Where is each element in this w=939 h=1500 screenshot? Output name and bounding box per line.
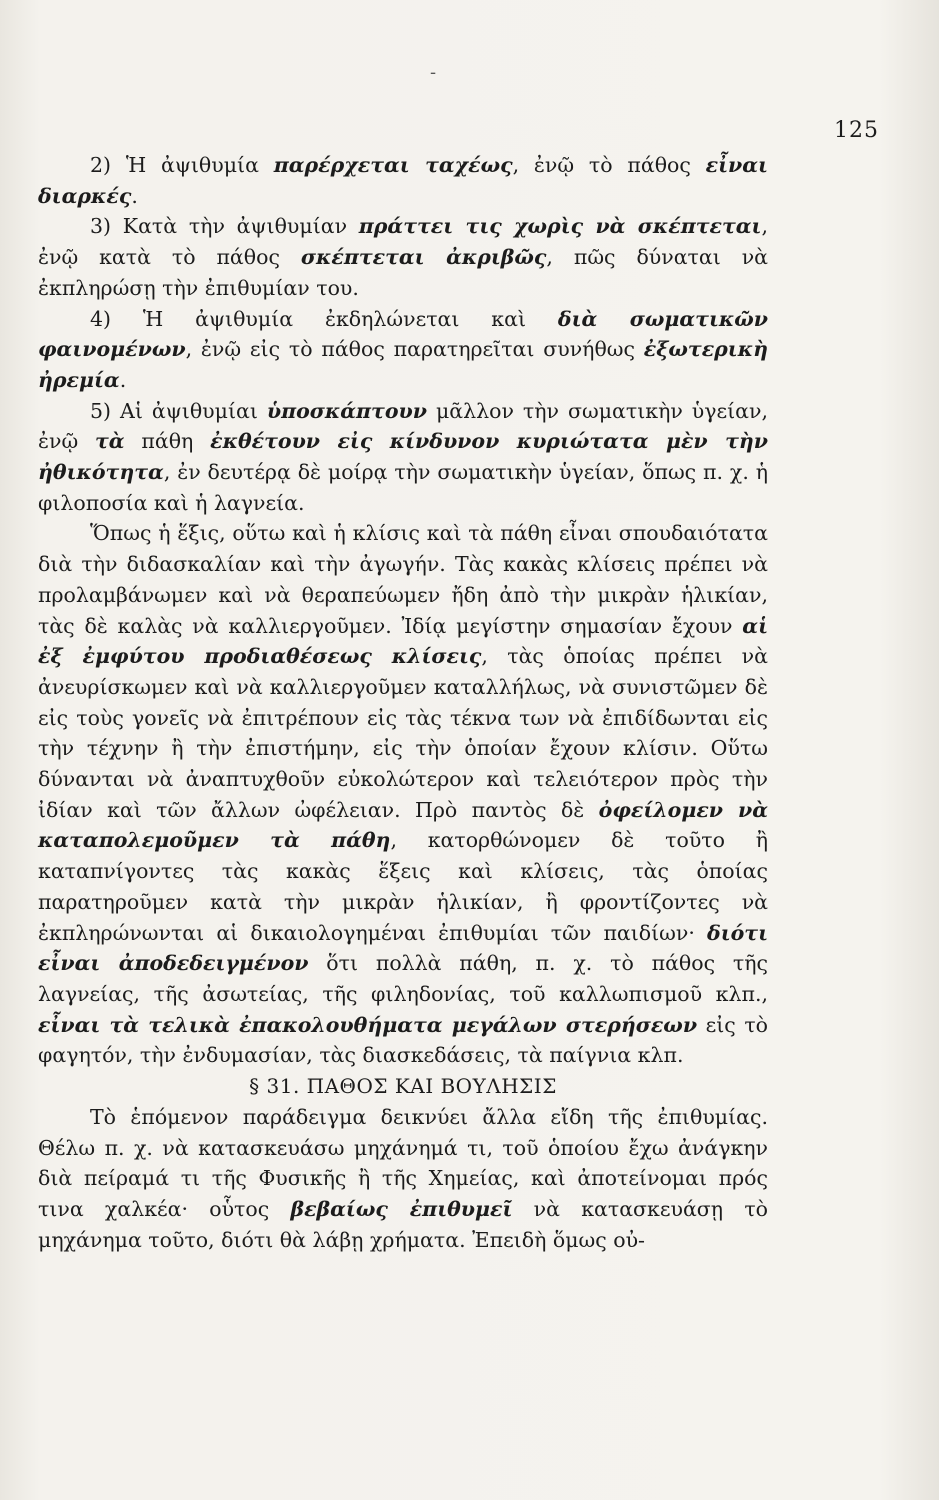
section-heading: § 31. ΠΑΘΟΣ ΚΑΙ ΒΟΥΛΗΣΙΣ (249, 1074, 557, 1099)
paragraph-point-3 (38, 211, 768, 303)
emphasized-text: παρέρχεται ταχέως (273, 153, 513, 177)
body-text (38, 150, 768, 1255)
paragraph-point-5 (38, 396, 768, 519)
text-run: . (119, 367, 127, 392)
text-run: νὰ κατασκευάσῃ τὸ μηχάνημα τοῦτο, διότι θὰ λάβῃ χρήματα. Ἐπειδὴ ὅμως οὐ- (38, 1196, 768, 1252)
emphasized-text: εἶναι διαρκές (38, 153, 768, 208)
text-run: , ἐν δευτέρᾳ δὲ μοίρᾳ τὴν σωματικὴν ὑγείαν, ὅπως π. χ. ἡ φιλοποσία καὶ ἡ λαγνεία. (38, 460, 768, 515)
paragraph-final (38, 1102, 768, 1256)
edge-mark: - (430, 62, 437, 83)
text-run: ὅτι πολλὰ πάθη, π. χ. τὸ πάθος τῆς λαγνείας, τῆς ἀσωτείας, τῆς φιληδονίας, τοῦ καλλωπισμοῦ κλπ., (38, 951, 768, 1006)
emphasized-text: εἶναι τὰ τελικὰ ἐπακολουθήματα μεγάλων στερήσεων (38, 1012, 698, 1037)
emphasized-text: αἱ ἐξ ἐμφύτου προδιαθέσεως κλίσεις (38, 613, 768, 669)
emphasized-text: διότι εἶναι ἀποδεδειγμένον (38, 920, 768, 976)
emphasized-text: βεβαίως ἐπιθυμεῖ (290, 1196, 513, 1221)
paragraph-habits-and-passions (38, 518, 768, 1071)
text-run: 3) Κατὰ τὴν ἀψιθυμίαν (90, 214, 359, 239)
emphasized-text: ὀφείλομεν νὰ καταπολεμοῦμεν τὰ πάθη (38, 797, 769, 853)
text-run: εἰς τὸ φαγητόν, τὴν ἐνδυμασίαν, τὰς διασκεδάσεις, τὰ παίγνια κλπ. (38, 1012, 769, 1068)
emphasized-text: ὑποσκάπτουν (266, 398, 427, 423)
text-run: Ὅπως ἡ ἕξις, οὕτω καὶ ἡ κλίσις καὶ τὰ πάθη εἶναι σπουδαιότατα διὰ τὴν διδασκαλίαν καὶ τὴν ἀγωγήν. Τὰς κακὰς κλίσεις πρέπει νὰ προλαμβάνωμεν καὶ νὰ θεραπεύωμεν ἤδη ἀπὸ τὴν μικρὰν ἡλικίαν, τὰς δὲ καλὰς νὰ καλλιεργοῦμεν. Ἰδίᾳ μεγίστην σημασίαν ἔχουν (38, 521, 768, 638)
text-run: 4) Ἡ ἀψιθυμία ἐκδηλώνεται καὶ (90, 306, 558, 331)
paragraph-point-4 (38, 304, 768, 396)
emphasized-text: σκέπτεται ἀκριβῶς (300, 245, 547, 270)
text-run: 2) Ἡ ἀψιθυμία (90, 153, 274, 177)
text-run: 5) Αἱ ἀψιθυμίαι (90, 398, 267, 423)
text-run: , κατορθώνομεν δὲ τοῦτο ἢ καταπνίγοντες τὰς κακὰς ἕξεις καὶ κλίσεις, τὰς ὁποίας παρατηροῦμεν κατὰ τὴν μικρὰν ἡλικίαν, ἢ φροντίζοντες νὰ ἐκπληρώνωνται αἱ δικαιολογημέναι ἐπιθυμίαι τῶν παιδίων· (38, 828, 768, 945)
paragraph-point-2 (38, 150, 768, 211)
text-run: , τὰς ὁποίας πρέπει νὰ ἀνευρίσκωμεν καὶ νὰ καλλιεργοῦμεν καταλλήλως, νὰ συνιστῶμεν δὲ εἰς τοὺς γονεῖς νὰ ἐπιτρέπουν εἰς τὰς τέκνα των νὰ ἐπιδίδωνται εἰς τὴν τέχνην ἢ τὴν ἐπιστήμην, εἰς τὴν ὁποίαν ἔχουν κλίσιν. Οὕτω δύνανται νὰ ἀναπτυχθοῦν εὐκολώτερον καὶ τελειότερον πρὸς τὴν ἰδίαν καὶ τῶν ἄλλων ὠφέλειαν. Πρὸ παντὸς δὲ (38, 644, 768, 822)
emphasized-text: ἐξωτερικὴ ἠρεμία (38, 337, 768, 392)
page-number: 125 (834, 118, 879, 143)
text-run: , ἐνῷ εἰς τὸ πάθος παρατηρεῖται συνήθως (185, 337, 644, 362)
text-run: , ἐνῷ κατὰ τὸ πάθος (38, 214, 769, 270)
text-run: Τὸ ἑπόμενον παράδειγμα δεικνύει ἄλλα εἴδη τῆς ἐπιθυμίας. Θέλω π. χ. νὰ κατασκευάσω μηχάνημά τι, τοῦ ὁποίου ἔχω ἀνάγκην διὰ πείραμά τι τῆς Φυσικῆς ἢ τῆς Χημείας, καὶ ἀποτείνομαι πρός τινα χαλκέα· οὗτος (38, 1104, 768, 1221)
text-run: . (131, 183, 138, 208)
emphasized-text: διὰ σωματικῶν φαινομένων (38, 306, 768, 362)
text-run: , ἐνῷ τὸ πάθος (512, 153, 706, 177)
text-run: μᾶλλον τὴν σωματικὴν ὑγείαν, ἐνῷ (38, 398, 769, 454)
emphasized-text: ἐκθέτουν εἰς κίνδυνον κυριώτατα μὲν τὴν ἠθικότητα (38, 429, 768, 485)
text-run: πάθη (124, 429, 211, 454)
emphasized-text: πράττει τις χωρὶς νὰ σκέπτεται (358, 214, 762, 239)
emphasized-text: τὰ (95, 429, 125, 454)
text-run: , πῶς δύναται νὰ ἐκπληρώσῃ τὴν ἐπιθυμίαν του. (38, 245, 769, 300)
